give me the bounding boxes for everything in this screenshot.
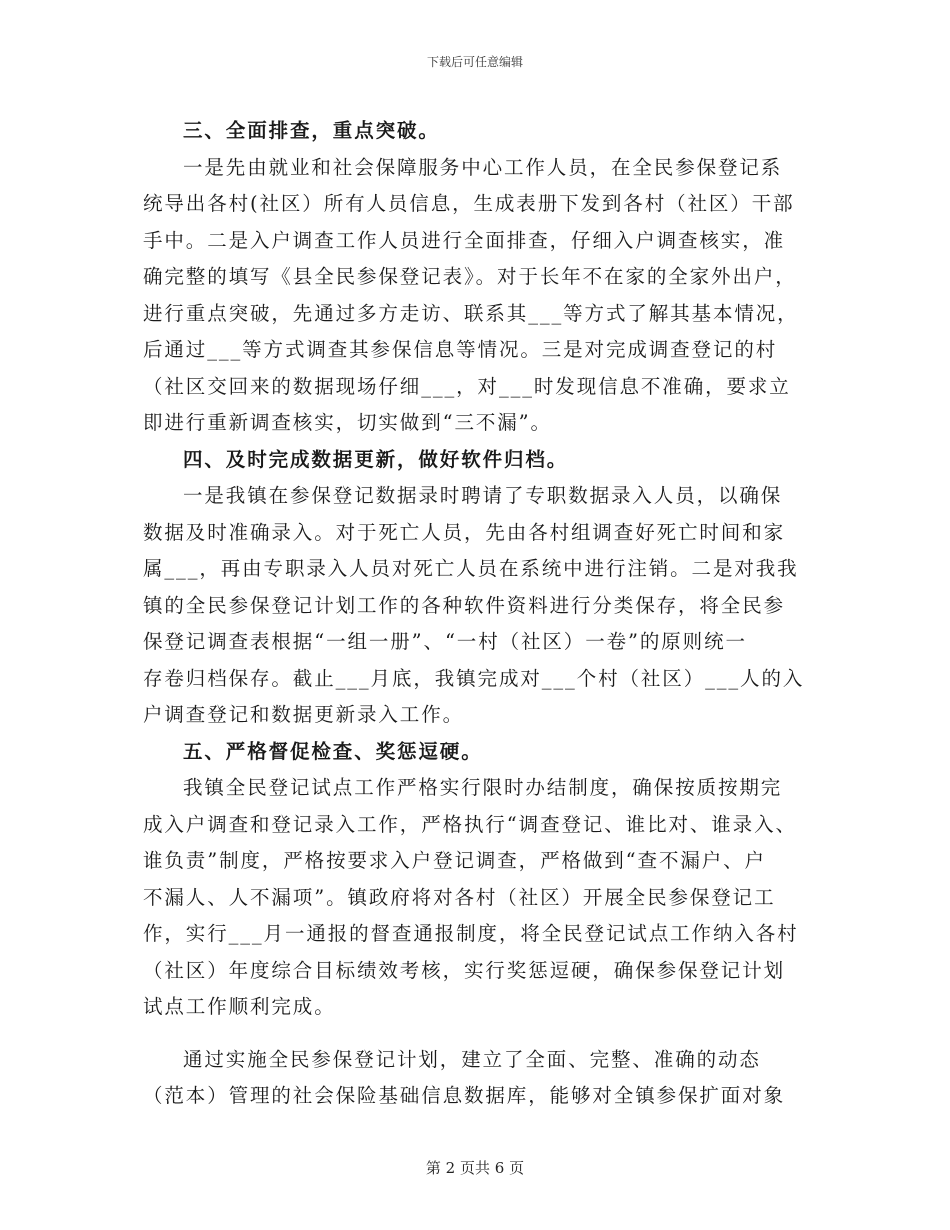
section-heading: 五、严格督促检查、奖惩逗硬。 (183, 739, 483, 763)
paragraph-line: 我镇全民登记试点工作严格实行限时办结制度，确保按质按期完 (183, 776, 783, 799)
paragraph-line: 镇的全民参保登记计划工作的各种软件资料进行分类保存，将全民参 (143, 593, 786, 617)
paragraph-line: 户调查登记和数据更新录入工作。 (143, 703, 465, 726)
paragraph-line: 存卷归档保存。截止___月底，我镇完成对___个村（社区）___人的入 (143, 666, 805, 690)
paragraph-line: 手中。二是入户调查工作人员进行全面排查，仔细入户调查核实，准 (143, 228, 786, 252)
page-number: 第 2 页共 6 页 (425, 1159, 525, 1177)
page-header: 下载后可任意编辑 (426, 55, 523, 69)
paragraph-line: 进行重点突破，先通过多方走访、联系其___等方式了解其基本情况， (143, 301, 799, 325)
paragraph-line: 属___，再由专职录入人员对死亡人员在系统中进行注销。二是对我我 (143, 557, 799, 580)
paragraph-line: （范本）管理的社会保险基础信息数据库，能够对全镇参保扩面对象 (143, 1084, 786, 1107)
section-heading: 三、全面排查，重点突破。 (183, 119, 440, 142)
paragraph-line: 确完整的填写《县全民参保登记表》。对于长年不在家的全家外出户， (143, 265, 797, 288)
paragraph-spacer (143, 1026, 803, 1042)
paragraph-line: 作，实行___月一通报的督查通报制度，将全民登记试点工作纳入各村 (143, 922, 799, 945)
document-body (143, 113, 803, 1115)
paragraph-line: 保登记调查表根据“一组一册”、“一村（社区）一卷”的原则统一 (143, 630, 747, 653)
paragraph-line: 后通过___等方式调查其参保信息等情况。三是对完成调查登记的村 (143, 338, 778, 361)
paragraph-line: 不漏人、人不漏项”。镇政府将对各村（社区）开展全民参保登记工 (143, 885, 776, 909)
paragraph-line: 通过实施全民参保登记计划，建立了全面、完整、准确的动态 (183, 1047, 761, 1071)
paragraph-line: 谁负责”制度，严格按要求入户登记调查，严格做到“查不漏户、户 (143, 849, 766, 872)
paragraph-line: 数据及时准确录入。对于死亡人员，先由各村组调查好死亡时间和家 (143, 520, 786, 544)
paragraph-line: 统导出各村(社区）所有人员信息，生成表册下发到各村（社区）干部 (143, 192, 795, 215)
paragraph-line: 一是我镇在参保登记数据录时聘请了专职数据录入人员，以确保 (183, 484, 783, 507)
paragraph-line: 即进行重新调查核实，切实做到“三不漏”。 (143, 411, 552, 434)
paragraph-line: 试点工作顺利完成。 (143, 995, 336, 1018)
paragraph-line: （社区交回来的数据现场仔细___，对___时发现信息不准确，要求立 (143, 374, 791, 398)
paragraph-line: 成入户调查和登记录入工作，严格执行“调查登记、谁比对、谁录入、 (143, 812, 797, 836)
section-heading: 四、及时完成数据更新，做好软件归档。 (183, 447, 569, 471)
paragraph-line: （社区）年度综合目标绩效考核，实行奖惩逗硬，确保参保登记计划 (143, 958, 786, 982)
paragraph-line: 一是先由就业和社会保障服务中心工作人员，在全民参保登记系 (183, 155, 783, 179)
